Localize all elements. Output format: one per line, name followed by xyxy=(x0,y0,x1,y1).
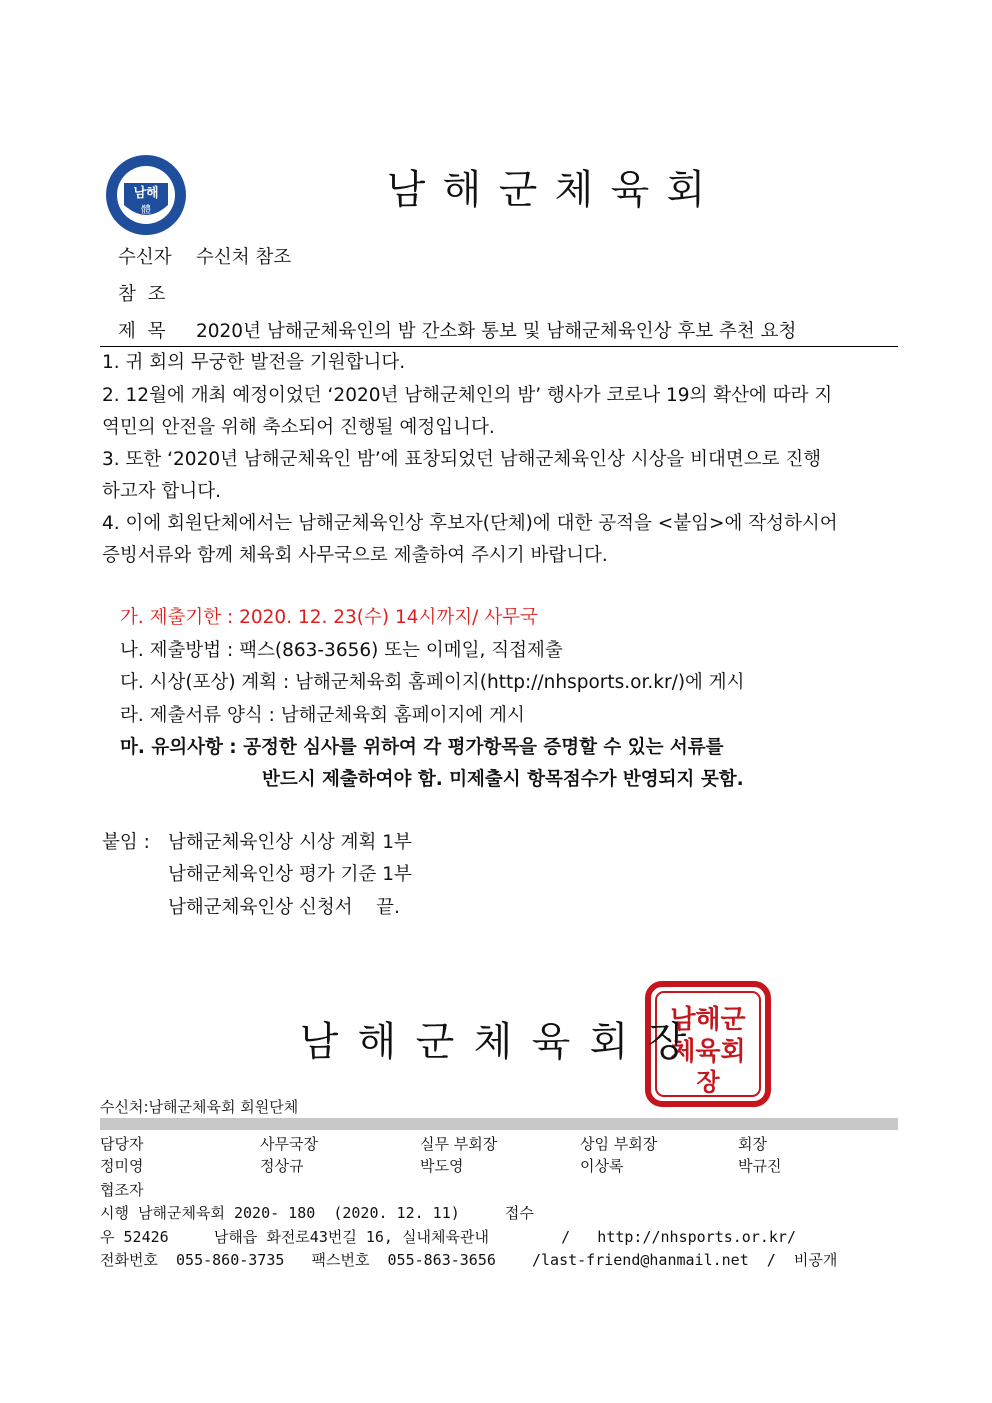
attachment-2: 남해군체육인상 평가 기준 1부 xyxy=(168,864,412,885)
recipient-label: 수신자 xyxy=(118,247,172,268)
name-secretary-general: 정상규 xyxy=(260,1157,304,1175)
role-president: 회장 xyxy=(738,1135,767,1153)
paragraph-3-line-1: 3. 또한 ‘2020년 남해군체육인 밤’에 표창되었던 남해군체육인상 시상을 비대면으로 진행 xyxy=(102,449,822,470)
enactment-line: 시행 남해군체육회 2020- 180 (2020. 12. 11) 접수 xyxy=(100,1204,534,1222)
svg-text:체육회: 체육회 xyxy=(670,1037,746,1067)
organization-logo xyxy=(104,153,188,237)
recipient-value: 수신처 참조 xyxy=(196,247,292,268)
paragraph-3-line-2: 하고자 합니다. xyxy=(102,481,221,502)
item-deadline: 가. 제출기한 : 2020. 12. 23(수) 14시까지/ 사무국 xyxy=(120,607,538,628)
reference-label: 참 조 xyxy=(118,284,166,305)
paragraph-1: 1. 귀 회의 무궁한 발전을 기원합니다. xyxy=(102,352,406,373)
item-notice-line-2: 반드시 제출하여야 함. 미제출시 항목점수가 반영되지 못함. xyxy=(262,769,744,790)
page-title: 남 해 군 체 육 회 xyxy=(386,167,706,213)
svg-text:남해군: 남해군 xyxy=(670,1005,746,1035)
item-notice-line-1: 마. 유의사항 : 공정한 심사를 위하여 각 평가항목을 증명할 수 있는 서류를 xyxy=(120,737,724,758)
footer-band xyxy=(100,1118,898,1130)
contact-line: 전화번호 055-860-3735 팩스번호 055-863-3656 /last-friend@hanmail.net / 비공개 xyxy=(100,1251,838,1269)
name-manager: 정미영 xyxy=(100,1157,144,1175)
role-standing-vice-president: 상임 부회장 xyxy=(580,1135,658,1153)
name-standing-vice-president: 이상록 xyxy=(580,1157,624,1175)
role-secretary-general: 사무국장 xyxy=(260,1135,318,1153)
address-line: 우 52426 남해읍 화전로43번길 16, 실내체육관내 / http://nhsports.or.kr/ xyxy=(100,1228,796,1246)
cooperator-label: 협조자 xyxy=(100,1181,144,1199)
role-manager: 담당자 xyxy=(100,1135,144,1153)
role-vice-president: 실무 부회장 xyxy=(420,1135,498,1153)
paragraph-4-line-1: 4. 이에 회원단체에서는 남해군체육인상 후보자(단체)에 대한 공적을 <붙임>에 작성하시어 xyxy=(102,513,838,534)
item-award-plan: 다. 시상(포상) 계획 : 남해군체육회 홈페이지(http://nhsports.or.kr/)에 게시 xyxy=(120,672,745,693)
cc-recipients: 수신처:남해군체육회 회원단체 xyxy=(100,1098,299,1116)
name-president: 박규진 xyxy=(738,1157,782,1175)
paragraph-4-line-2: 증빙서류와 함께 체육회 사무국으로 제출하여 주시기 바랍니다. xyxy=(102,545,608,566)
item-method: 나. 제출방법 : 팩스(863-3656) 또는 이메일, 직접제출 xyxy=(120,640,563,661)
signature-title: 남 해 군 체 육 회 장 xyxy=(299,1019,687,1065)
attachment-3: 남해군체육인상 신청서 끝. xyxy=(168,897,400,918)
item-form: 라. 제출서류 양식 : 남해군체육회 홈페이지에 게시 xyxy=(120,705,525,726)
header-divider xyxy=(100,346,898,347)
paragraph-2-line-2: 역민의 안전을 위해 축소되어 진행될 예정입니다. xyxy=(102,417,495,438)
svg-text:장: 장 xyxy=(696,1067,720,1096)
attachments-label: 붙임 : xyxy=(102,832,150,853)
subject-value: 2020년 남해군체육인의 밤 간소화 통보 및 남해군체육인상 후보 추천 요청 xyxy=(196,321,797,342)
subject-label: 제 목 xyxy=(118,321,166,342)
name-vice-president: 박도영 xyxy=(420,1157,464,1175)
attachment-1: 남해군체육인상 시상 계획 1부 xyxy=(168,832,412,853)
svg-text:體: 體 xyxy=(141,205,151,216)
svg-text:남해: 남해 xyxy=(133,186,159,201)
paragraph-2-line-1: 2. 12월에 개최 예정이었던 ‘2020년 남해군체인의 밤’ 행사가 코로나 19의 확산에 따라 지 xyxy=(102,385,833,406)
